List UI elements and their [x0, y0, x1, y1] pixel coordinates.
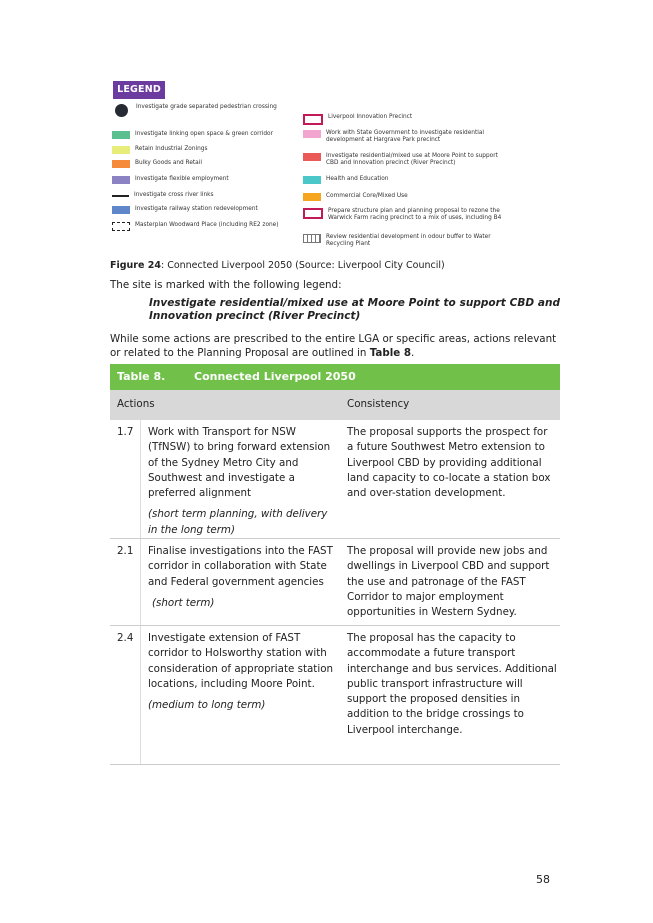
legend-quote: Investigate residential/mixed use at Moore Point to support CBD and Innovation precinct (River Precinct): [149, 297, 560, 322]
column-header-actions: Actions: [117, 398, 155, 410]
action-cell: [148, 544, 338, 611]
table-reference: Table 8: [369, 346, 412, 359]
consistency-cell: The proposal will provide new jobs and dwellings in Liverpool CBD and support the use and patronage of the FAST Corridor to major employment opportunities in Western Sydney.: [347, 545, 550, 619]
legend-swatch-outline: [303, 208, 323, 219]
table-row: [110, 420, 560, 539]
legend-item-label: Work with State Government to investigate residential development at Hargrave Park precinct: [326, 130, 485, 144]
legend-item-label: Masterplan Woodward Place (including RE2 zone): [135, 222, 279, 228]
intro-paragraph: The site is marked with the following legend:: [110, 279, 342, 291]
table-body: [110, 420, 560, 765]
legend-item-label: Prepare structure plan and planning proposal to rezone the Warwick Farm racing precinct to a mix of uses, including B4: [328, 208, 502, 222]
legend-swatch-rect: [303, 153, 321, 161]
legend-item: [112, 160, 297, 168]
legend-item-label: Investigate grade separated pedestrian crossing: [136, 104, 277, 110]
consistency-cell: The proposal has the capacity to accommodate a future transport interchange and bus services. Additional public transport infrastructure will support the proposed densities in addition to the bridge crossings to Liverpool interchange.: [347, 632, 557, 736]
legend-item-label: Investigate linking open space & green corridor: [135, 131, 273, 137]
legend-item: [303, 208, 508, 223]
legend-item-label: Review residential development in odour buffer to Water Recycling Plant: [326, 234, 491, 248]
legend-swatch-rect: [112, 146, 130, 154]
legend-item-label: Retain Industrial Zonings: [135, 146, 208, 152]
connected-liverpool-table: [110, 364, 560, 765]
legend-item: [112, 206, 297, 214]
table-row: [110, 626, 560, 765]
map-legend: [110, 78, 560, 250]
legend-item: [112, 146, 297, 154]
table-column-headers: [110, 390, 560, 420]
legend-item-label: Liverpool Innovation Precinct: [328, 114, 413, 120]
legend-item-label: Investigate railway station redevelopment: [135, 206, 258, 212]
legend-item: [112, 192, 297, 199]
table-title-bar: [110, 364, 560, 390]
action-number: 2.1: [117, 545, 134, 557]
legend-item-label: Investigate flexible employment: [135, 176, 229, 182]
legend-item-label: Health and Education: [326, 176, 389, 182]
action-timeframe: (short term): [152, 596, 215, 609]
legend-item-label: Investigate residential/mixed use at Moore Point to support CBD and Innovation precinct (River Precinct): [326, 153, 498, 167]
legend-swatch-rect: [112, 176, 130, 184]
action-timeframe: (medium to long term): [148, 699, 266, 712]
action-cell: [148, 425, 338, 538]
consistency-cell: The proposal supports the prospect for a future Southwest Metro extension to Liverpool CBD by providing additional land capacity to co-locate a station box and over-station development.: [347, 426, 551, 500]
legend-item: [112, 222, 297, 231]
legend-swatch-rect: [303, 193, 321, 201]
column-header-consistency: Consistency: [347, 398, 410, 410]
legend-item: [303, 193, 508, 201]
legend-swatch-dash: [112, 222, 130, 231]
legend-item: [303, 176, 508, 184]
legend-swatch-rect: [112, 206, 130, 214]
body-paragraph-text: While some actions are prescribed to the entire LGA or specific areas, actions relevant or related to the Planning Proposal are outlined in: [110, 333, 557, 359]
legend-swatch-circle: [115, 104, 128, 117]
legend-item: [112, 104, 297, 117]
body-paragraph: [110, 333, 561, 360]
table-title: Connected Liverpool 2050: [194, 370, 356, 383]
legend-item: [303, 234, 508, 249]
action-text: Investigate extension of FAST corridor to Holsworthy station with consideration of appropriate station locations, including Moore Point.: [148, 632, 334, 690]
legend-item-label: Commercial Core/Mixed Use: [326, 193, 408, 199]
legend-item: [112, 131, 297, 139]
legend-item: [303, 130, 508, 145]
legend-item: [303, 153, 508, 168]
legend-item-label: Bulky Goods and Retail: [135, 160, 202, 166]
action-number: 1.7: [117, 426, 134, 438]
legend-swatch-rect: [303, 176, 321, 184]
action-text: Work with Transport for NSW (TfNSW) to bring forward extension of the Sydney Metro City and Southwest and investigate a preferred alignment: [148, 426, 331, 500]
legend-swatch-rect: [112, 131, 130, 139]
row-divider: [140, 539, 141, 625]
legend-swatch-line: [112, 195, 129, 197]
legend-swatch-grid: [303, 234, 321, 243]
table-row: [110, 539, 560, 626]
action-text: Finalise investigations into the FAST corridor in collaboration with State and Federal government agencies: [148, 545, 333, 588]
table-label: Table 8.: [117, 370, 166, 383]
legend-item: [112, 176, 297, 184]
action-timeframe: (short term planning, with delivery in the long term): [148, 508, 328, 536]
legend-swatch-rect: [112, 160, 130, 168]
action-number: 2.4: [117, 632, 134, 644]
figure-label: Figure 24: [110, 260, 161, 271]
legend-title: LEGEND: [113, 81, 165, 99]
row-divider: [140, 626, 141, 764]
legend-swatch-rect: [303, 130, 321, 138]
action-cell: [148, 631, 338, 713]
row-divider: [140, 420, 141, 538]
body-paragraph-end: .: [411, 346, 415, 359]
figure-caption-text: : Connected Liverpool 2050 (Source: Liverpool City Council): [160, 260, 445, 271]
legend-swatch-outline: [303, 114, 323, 125]
legend-item: [303, 114, 508, 125]
figure-caption: [110, 260, 445, 271]
legend-item-label: Investigate cross river links: [134, 192, 214, 198]
page-number: 58: [536, 873, 550, 886]
